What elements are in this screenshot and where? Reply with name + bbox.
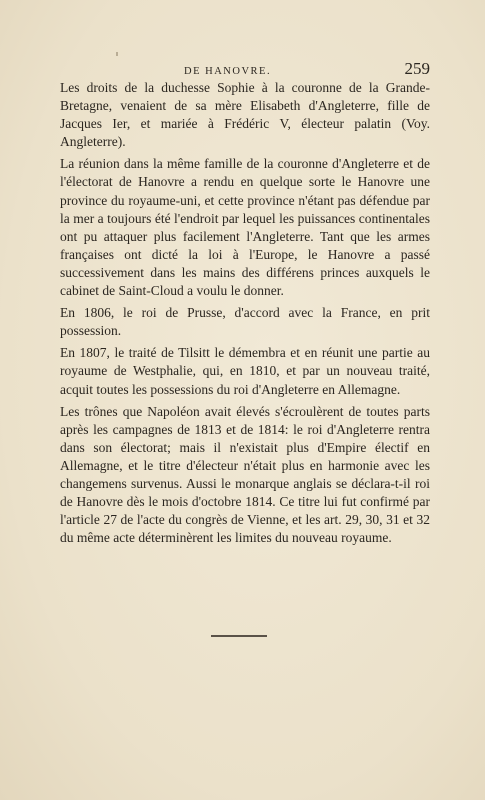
paper-speck xyxy=(116,52,118,56)
body-text xyxy=(60,79,430,551)
paragraph-4: En 1807, le traité de Tilsitt le démembra et en réunit une partie au royaume de Westphalie, qui, en 1810, et par un nouveau traité, acquit toutes les possessions du roi d'Angleterre en Allemagne. xyxy=(60,345,430,397)
page-number: 259 xyxy=(404,59,430,78)
paragraph-1: Les droits de la duchesse Sophie à la couronne de la Grande-Bretagne, venaient de sa mère Elisabeth d'Angleterre, fille de Jacques Ier, et mariée à Frédéric V, électeur palatin (Voy. Angleterre). xyxy=(60,80,430,150)
running-title: DE HANOVRE. xyxy=(184,66,272,77)
paragraph-3: En 1806, le roi de Prusse, d'accord avec la France, en prit possession. xyxy=(60,305,430,339)
closing-rule xyxy=(211,635,267,637)
paragraph-5: Les trônes que Napoléon avait élevés s'écroulèrent de toutes parts après les campagnes de 1813 et de 1814: le roi d'Angleterre rentra dans son électorat; mais il n'existait plus d'Empire électif en Allemagne, et le titre d'électeur n'était plus en harmonie avec les changemens survenus. Aussi le monarque anglais se déclara-t-il roi de Hanovre dès le mois d'octobre 1814. Ce titre lui fut confirmé par l'article 27 de l'acte du congrès de Vienne, et les art. 29, 30, 31 et 32 du même acte déterminèrent les limites du nouveau royaume. xyxy=(60,403,430,546)
paragraph-2: La réunion dans la même famille de la couronne d'Angleterre et de l'électorat de Hanovre a rendu en quelque sorte le Hanovre une province du royaume-uni, et cette province n'étant pas défendue par la mer a toujours été l'endroit par lequel les puissances continentales ont pu attaquer plus facilement l'Angleterre. Tant que les armes françaises ont dicté la loi à l'Europe, le Hanovre a passé successivement dans les mains des différens princes auxquels le cabinet de Saint-Cloud a voulu le donner. xyxy=(60,156,430,299)
